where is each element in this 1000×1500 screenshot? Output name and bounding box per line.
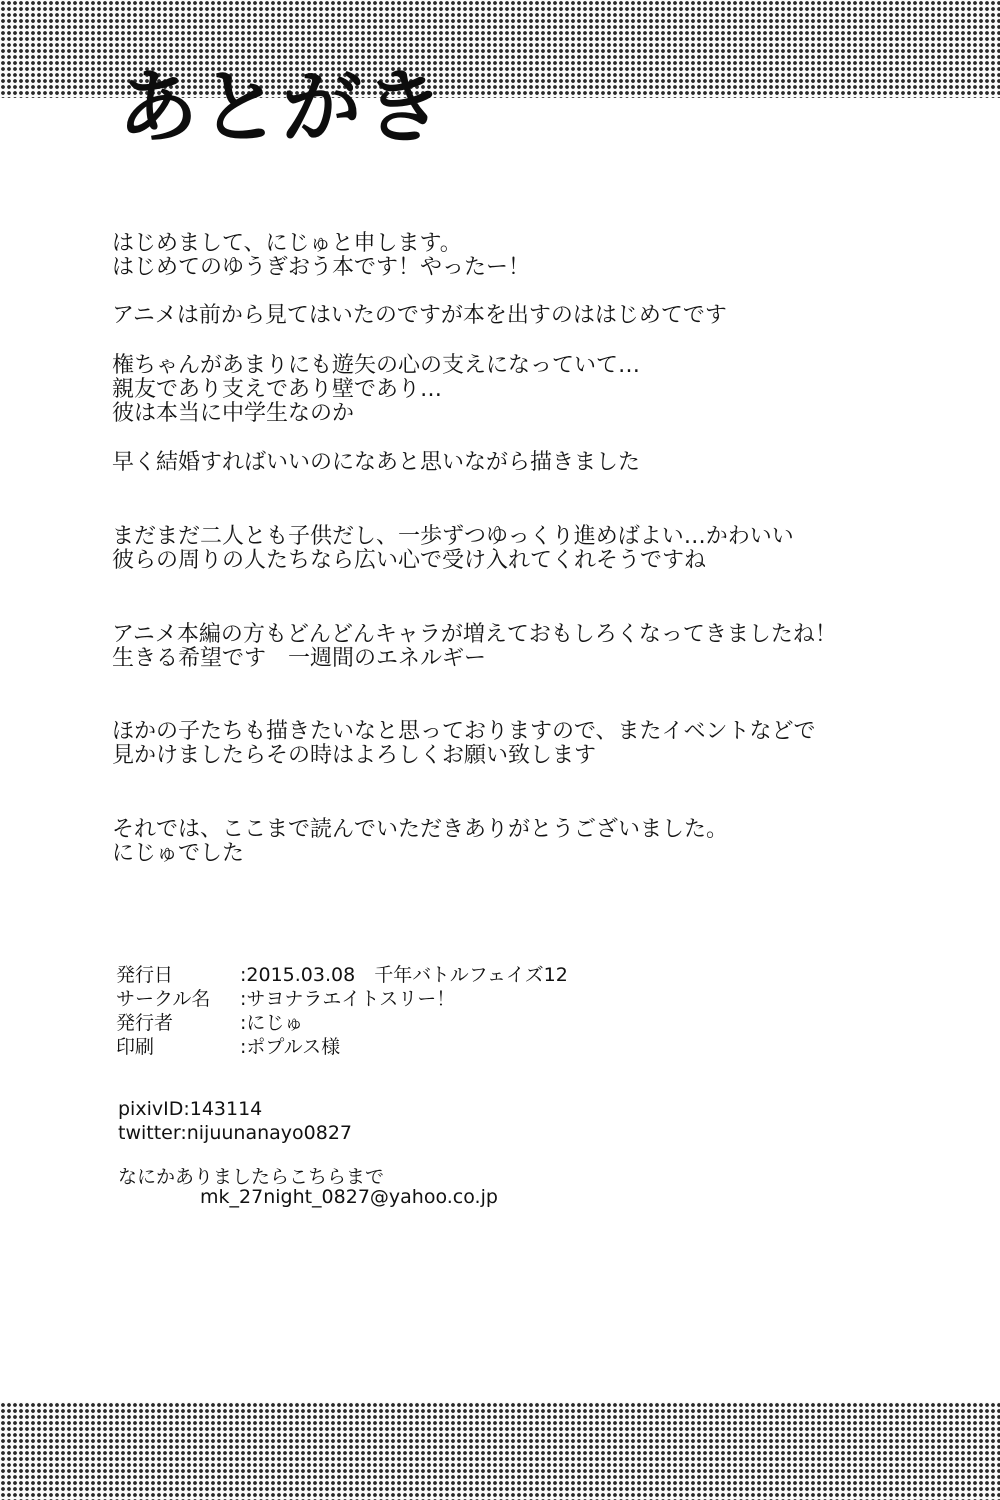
text-line: 彼らの周りの人たちなら広い心で受け入れてくれそうですね [112, 548, 707, 573]
text-line: 親友であり支えであり壁であり… [112, 377, 443, 402]
text-line: それでは、ここまで読んでいただきありがとうございました。 [112, 817, 729, 842]
colophon-value: :にじゅ [240, 1011, 304, 1034]
contact-note: なにかありましたらこちらまで [118, 1166, 385, 1188]
colophon-row-printer [116, 1033, 568, 1057]
paragraph-marriage [112, 451, 932, 475]
twitter-handle: twitter:nijuunanayo0827 [118, 1122, 353, 1144]
text-line: まだまだ二人とも子供だし、一歩ずつゆっくり進めばよい…かわいい [112, 524, 794, 549]
text-line: 生きる希望です 一週間のエネルギー [112, 646, 487, 671]
text-line: 権ちゃんがあまりにも遊矢の心の支えになっていて… [112, 353, 641, 378]
text-line: 見かけましたらその時はよろしくお願い致します [112, 743, 597, 768]
colophon-label: 印刷 [116, 1035, 155, 1058]
colophon-value: :2015.03.08 千年バトルフェイズ12 [240, 963, 568, 986]
paragraph-greeting [112, 232, 932, 280]
paragraph-gon [112, 354, 932, 426]
paragraph-anime [112, 304, 932, 328]
paragraph-closing [112, 818, 932, 866]
text-line: アニメは前から見てはいたのですが本を出すのははじめてです [112, 303, 727, 328]
halftone-band-bottom [0, 1402, 1000, 1500]
paragraph-anime-main [112, 623, 932, 671]
colophon-label: 発行日 [116, 963, 174, 986]
text-line: はじめまして、にじゅと申します。 [112, 231, 462, 256]
colophon-label: 発行者 [116, 1011, 174, 1034]
paragraph-children [112, 525, 932, 573]
paragraph-other-kids [112, 720, 932, 768]
text-line: ほかの子たちも描きたいなと思っておりますので、またイベントなどで [112, 719, 816, 744]
text-line: にじゅでした [112, 841, 245, 866]
colophon-row-date [116, 961, 568, 985]
colophon-value: :ポプルス様 [240, 1035, 341, 1058]
colophon-value: :サヨナラエイトスリー！ [240, 987, 456, 1010]
text-line: アニメ本編の方もどんどんキャラが増えておもしろくなってきましたね！ [112, 622, 837, 647]
contact-email: mk_27night_0827@yahoo.co.jp [200, 1186, 498, 1208]
page-title: あとがき [118, 61, 446, 154]
pixiv-id: pixivID:143114 [118, 1098, 263, 1120]
text-line: 彼は本当に中学生なのか [112, 401, 355, 426]
colophon-row-circle [116, 985, 568, 1009]
text-line: 早く結婚すればいいのになあと思いながら描きました [112, 450, 641, 475]
colophon-label: サークル名 [116, 987, 211, 1010]
colophon-row-publisher [116, 1009, 568, 1033]
colophon [116, 961, 568, 1057]
text-line: はじめてのゆうぎおう本です！やったー！ [112, 255, 531, 280]
